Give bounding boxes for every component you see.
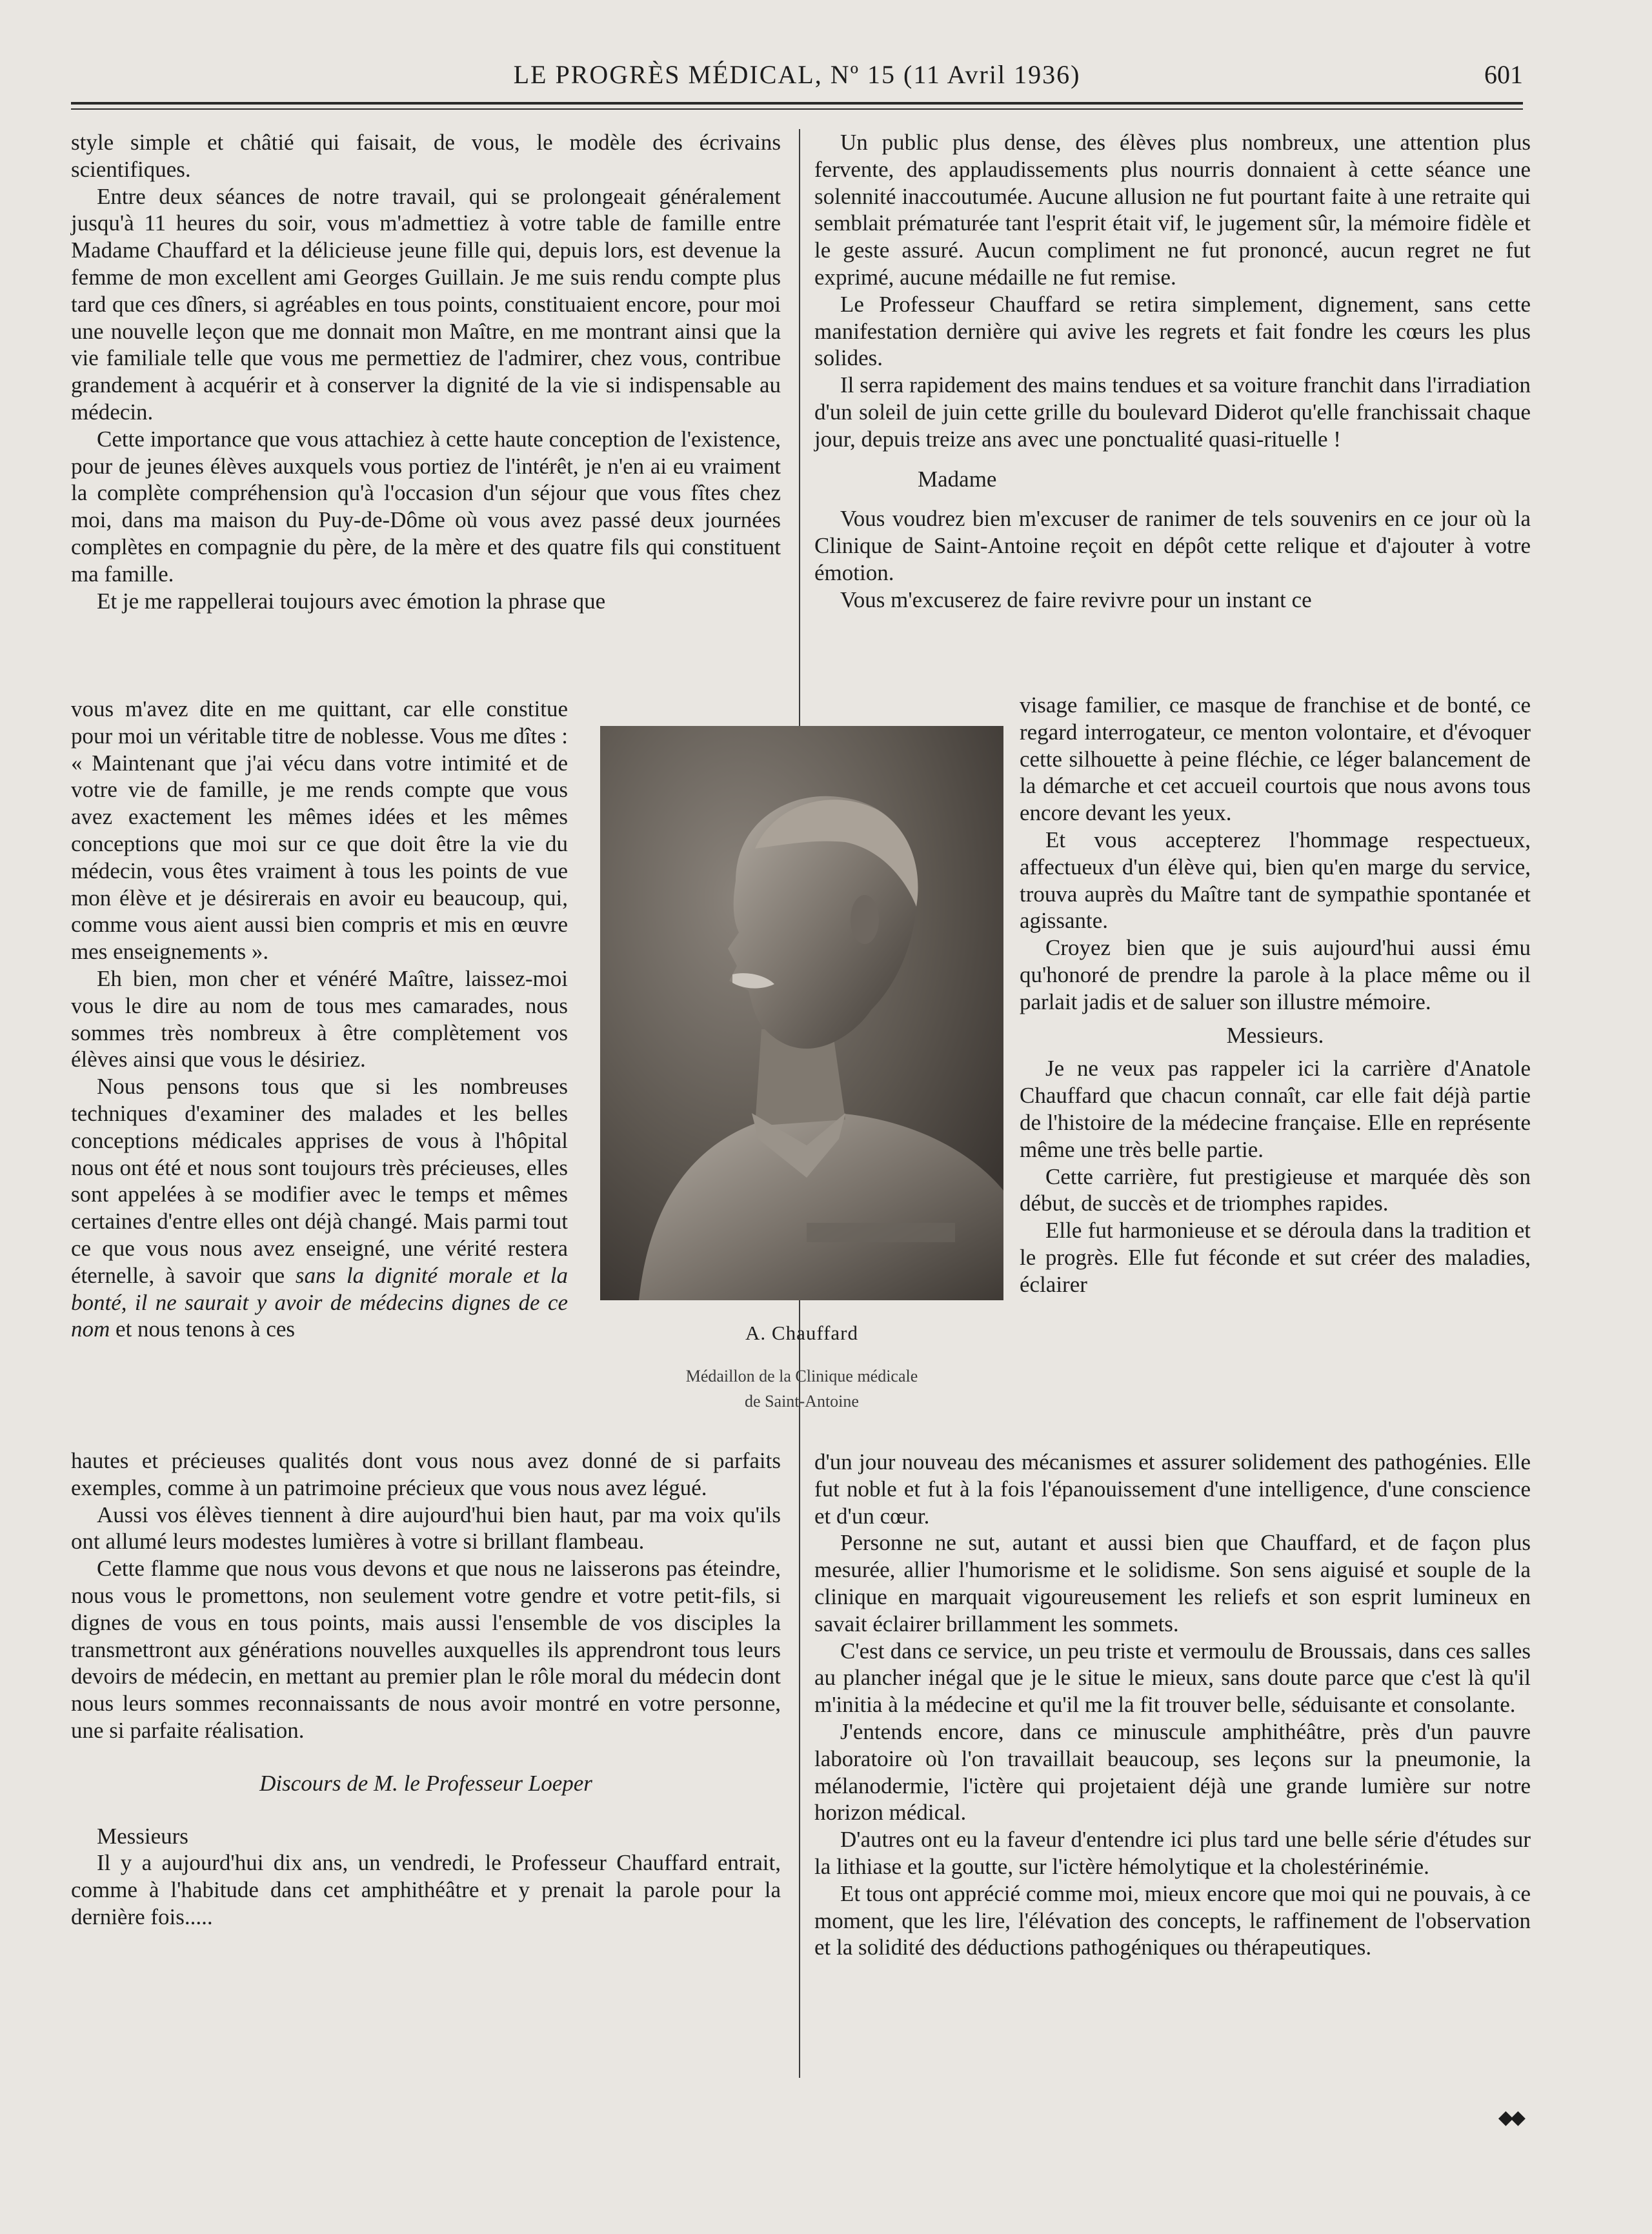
paragraph: Elle fut harmonieuse et se déroula dans la tradition et le progrès. Elle fut féconde et sut créer des maladies, éclairer bbox=[1020, 1218, 1531, 1297]
paragraph: Il y a aujourd'hui dix ans, un vendredi, le Professeur Chauffard entrait, comme à l'habitude dans cet amphithéâtre et y prenait la parole pour la dernière fois..... bbox=[71, 1850, 781, 1929]
paragraph: Croyez bien que je suis aujourd'hui aussi ému qu'honoré de prendre la parole à la place même ou il parlait jadis et de saluer son illustre mémoire. bbox=[1020, 935, 1531, 1014]
section-heading: Discours de M. le Professeur Loeper bbox=[259, 1770, 592, 1796]
paragraph: Vous m'excuserez de faire revivre pour un instant ce bbox=[840, 587, 1312, 612]
paragraph: Il serra rapidement des mains tendues et sa voiture franchit dans l'irradiation d'un soleil de juin cette grille du boulevard Diderot qu'elle franchissait chaque jour, depuis treize ans avec une ponctualité quasi-rituelle ! bbox=[814, 372, 1531, 452]
portrait-image bbox=[600, 726, 1003, 1300]
figure-caption-line: Médaillon de la Clinique médicale bbox=[685, 1367, 918, 1385]
paragraph bbox=[71, 1073, 568, 1343]
right-column-top bbox=[814, 129, 1531, 614]
paragraph: Et je me rappellerai toujours avec émotion la phrase que bbox=[97, 588, 606, 614]
text-run: Nous pensons tous que si les nombreuses techniques d'examiner des malades et les belles conceptions médicales apprises de vous à l'hôpital nous ont été et nous sont toujours très précieuses, elles sont appelées à se modifier avec le temps et mêmes certaines d'entre elles ont déjà changé. Mais parmi tout ce que vous nous avez enseigné, une vérité restera éternelle, à savoir que bbox=[71, 1074, 568, 1288]
paragraph: Aussi vos élèves tiennent à dire aujourd'hui bien haut, par ma voix qu'ils ont allumé leurs modestes lumières à votre si brillant flambeau. bbox=[71, 1502, 781, 1555]
left-column-middle bbox=[71, 696, 568, 1343]
page-number: 601 bbox=[1484, 60, 1523, 89]
paragraph: Cette importance que vous attachiez à cette haute conception de l'existence, pour de jeunes élèves auxquels vous portiez de l'intérêt, je n'en ai eu vraiment la complète compréhension qu'à l'occasion d'un séjour que vous fîtes chez moi, dans ma maison du Puy-de-Dôme où vous avez passé deux journées complètes en compagnie du père, de la mère et des quatre fils qui constituent ma famille. bbox=[71, 426, 781, 587]
salutation-madame: Madame bbox=[918, 466, 997, 492]
figure-caption-line: de Saint-Antoine bbox=[745, 1392, 859, 1411]
left-column-bottom bbox=[71, 1447, 781, 1931]
paragraph: Cette carrière, fut prestigieuse et marquée dès son début, de succès et de triomphes rapides. bbox=[1020, 1163, 1531, 1216]
paragraph: Le Professeur Chauffard se retira simplement, dignement, sans cette manifestation dernière qui avive les regrets et fait fondre les cœurs les plus solides. bbox=[814, 291, 1531, 371]
paragraph: Un public plus dense, des élèves plus nombreux, une attention plus fervente, des applaudissements plus nourris donnaient à cette séance une solennité inaccoutumée. Aucune allusion ne fut pourtant faite à une retraite qui semblait prématurée tant l'esprit était vif, le jugement sûr, la mémoire fidèle et le geste assuré. Aucun compliment ne fut prononcé, aucun regret ne fut exprimé, aucune médaille ne fut remise. bbox=[814, 130, 1531, 290]
paragraph: Personne ne sut, autant et aussi bien que Chauffard, et de façon plus mesurée, allier l'humorisme et le solidisme. Son sens aiguisé et souple de la clinique en marquait vigoureusement les reliefs et son esprit lumineux en savait éclairer brillamment les sommets. bbox=[814, 1530, 1531, 1636]
right-column-middle bbox=[1020, 692, 1531, 1298]
italic-quote: sans la dignité morale et la bonté, il ne saurait y avoir de médecins dignes de ce nom bbox=[71, 1262, 568, 1342]
paragraph: style simple et châtié qui faisait, de vous, le modèle des écrivains scientifiques. bbox=[71, 130, 781, 182]
paragraph: hautes et précieuses qualités dont vous nous avez donné de si parfaits exemples, comme à un patrimoine précieux que vous nous avez légué. bbox=[71, 1448, 781, 1500]
paragraph: Et vous accepterez l'hommage respectueux, affectueux d'un élève qui, bien qu'en marge du service, trouva auprès du Maître tant de sympathie spontanée et agissante. bbox=[1020, 827, 1531, 934]
paragraph: vous m'avez dite en me quittant, car elle constitue pour moi un véritable titre de noblesse. Vous me dîtes : « Maintenant que j'ai vécu dans votre intimité et de votre vie de famille, je me rends compte que vous avez exactement les mêmes idées et les mêmes conceptions que moi sur ce que doit être la vie du médecin, vous êtes vraiment à tous les points de vue mon élève et je désirerais en avoir eu beaucoup, qui, comme vous aient aussi bien compris et mis en œuvre mes enseignements ». bbox=[71, 696, 568, 965]
spacer bbox=[71, 1744, 781, 1770]
page-header bbox=[71, 59, 1523, 98]
paragraph: Entre deux séances de notre travail, qui se prolongeait généralement jusqu'à 11 heures du soir, vous m'admettiez à votre table de famille entre Madame Chauffard et la délicieuse jeune fille qui, depuis lors, est devenue la femme de mon excellent ami Georges Guillain. Je me suis rendu compte plus tard que ces dîners, si agréables en tous points, constituaient encore, pour moi une nouvelle leçon que me donnait mon Maître, en me montrant ainsi que la vie familiale telle que vous me permettiez de l'admirer, chez vous, contribue grandement à acquérir et à conserver la dignité de la vie si indispensable au médecin. bbox=[71, 183, 781, 425]
paragraph: Et tous ont apprécié comme moi, mieux encore que moi qui ne pouvais, à ce moment, que les lire, l'élévation des concepts, le raffinement de l'observation et la solidité des déductions pathogéniques ou thérapeutiques. bbox=[814, 1880, 1531, 1960]
paragraph: Cette flamme que nous vous devons et que nous ne laisserons pas éteindre, nous vous le promettons, non seulement votre gendre et votre petit-fils, si dignes de vous en tous points, mais aussi l'ensemble de vos disciples la transmettront aux générations nouvelles auxquelles ils apprendront tous leurs devoirs de médecin, en mettant au premier plan le rôle moral du médecin dont nous leurs sommes reconnaissants de nous avoir montré en votre personne, une si parfaite réalisation. bbox=[71, 1556, 781, 1743]
paragraph: Eh bien, mon cher et vénéré Maître, laissez-moi vous le dire au nom de tous mes camarades, nous sommes très nombreux à être complètement vos élèves ainsi que vous le désiriez. bbox=[71, 965, 568, 1072]
end-ornament: ◆◆ bbox=[1498, 2107, 1523, 2128]
salutation: Messieurs bbox=[97, 1823, 188, 1849]
paragraph: visage familier, ce masque de franchise et de bonté, ce regard interrogateur, ce menton volontaire, et d'évoquer cette silhouette à peine fléchie, ce léger balancement de la démarche et cet accueil courtois que nous avons tous encore devant les yeux. bbox=[1020, 692, 1531, 826]
header-rule-thin bbox=[71, 108, 1523, 110]
spacer bbox=[71, 1797, 781, 1823]
paragraph: C'est dans ce service, un peu triste et vermoulu de Broussais, dans ces salles au plancher inégal que je le situe le mieux, sans doute parce que c'est là qu'il m'initia à la médecine et qu'il me la fit trouver belle, séduisante et consolante. bbox=[814, 1638, 1531, 1718]
paragraph: d'un jour nouveau des mécanismes et assurer solidement des pathogénies. Elle fut noble et fut à la fois l'épanouissement d'une intelligence, d'une conscience et d'un cœur. bbox=[814, 1449, 1531, 1529]
left-column-top bbox=[71, 129, 781, 614]
bronze-relief-portrait-icon bbox=[600, 726, 1003, 1300]
text-run: et nous tenons à ces bbox=[116, 1316, 296, 1342]
salutation-messieurs: Messieurs. bbox=[1226, 1022, 1324, 1048]
paragraph: D'autres ont eu la faveur d'entendre ici plus tard une belle série d'études sur la lithiase et la goutte, sur l'ictère hémolytique et la cholestérinémie. bbox=[814, 1827, 1531, 1879]
running-title: LE PROGRÈS MÉDICAL, Nº 15 (11 Avril 1936) bbox=[513, 60, 1081, 89]
figure-caption-name: A. Chauffard bbox=[745, 1322, 858, 1344]
paragraph: Vous voudrez bien m'excuser de ranimer de tels souvenirs en ce jour où la Clinique de Saint-Antoine reçoit en dépôt cette relique et d'ajouter à votre émotion. bbox=[814, 506, 1531, 585]
right-column-bottom bbox=[814, 1449, 1531, 1961]
paragraph: J'entends encore, dans ce minuscule amphithéâtre, près d'un pauvre laboratoire où l'on travaillait beaucoup, ses leçons sur la pneumonie, la mélanodermie, l'ictère qui projetaient déjà une grande lumière sur notre horizon médical. bbox=[814, 1718, 1531, 1826]
header-rule bbox=[71, 102, 1523, 105]
paragraph: Je ne veux pas rappeler ici la carrière d'Anatole Chauffard que chacun connaît, car elle fait déjà partie de l'histoire de la médecine française. Elle en représente même une très belle partie. bbox=[1020, 1056, 1531, 1162]
